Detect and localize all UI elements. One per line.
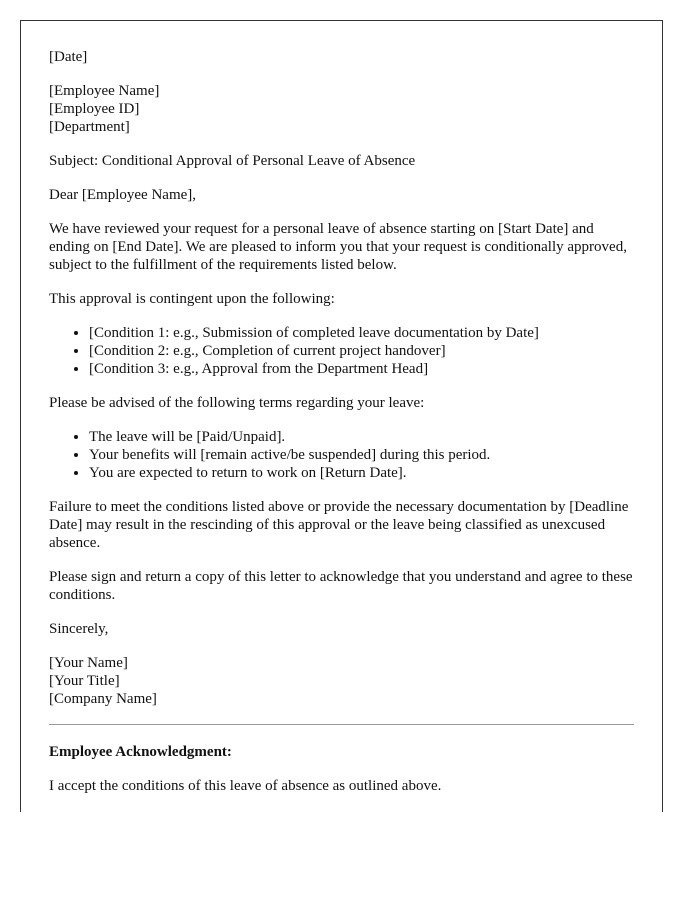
company-name: [Company Name] xyxy=(49,691,157,707)
terms-list xyxy=(49,428,634,482)
employee-name: [Employee Name] xyxy=(49,83,160,99)
employee-id: [Employee ID] xyxy=(49,101,140,117)
conditions-list xyxy=(49,324,634,378)
closing: Sincerely, xyxy=(49,621,109,637)
date: [Date] xyxy=(49,49,88,65)
terms-intro: Please be advised of the following terms regarding your leave: xyxy=(49,395,425,411)
list-item: • [Condition 3: e.g., Approval from the Department Head] xyxy=(89,360,634,378)
failure-paragraph: Failure to meet the conditions listed above or provide the necessary documentation by [Deadline Date] may result in the rescinding of this approval or the leave being classified as unexcused absence. xyxy=(49,499,629,551)
conditions-intro: This approval is contingent upon the following: xyxy=(49,291,335,307)
signer-title: [Your Title] xyxy=(49,673,120,689)
recipient-block xyxy=(49,82,634,136)
signer-name: [Your Name] xyxy=(49,655,128,671)
subject: Subject: Conditional Approval of Personal Leave of Absence xyxy=(49,153,416,169)
list-item: • The leave will be [Paid/Unpaid]. xyxy=(89,428,634,446)
sign-request: Please sign and return a copy of this letter to acknowledge that you understand and agree to these conditions. xyxy=(49,569,633,603)
signer-block xyxy=(49,654,634,708)
department: [Department] xyxy=(49,119,130,135)
list-item: • [Condition 1: e.g., Submission of completed leave documentation by Date] xyxy=(89,324,634,342)
salutation: Dear [Employee Name], xyxy=(49,187,197,203)
letter-page xyxy=(20,20,663,812)
list-item: • [Condition 2: e.g., Completion of current project handover] xyxy=(89,342,634,360)
intro-paragraph: We have reviewed your request for a personal leave of absence starting on [Start Date] and ending on [End Date]. We are pleased to inform you that your request is conditionally approved, subject to the fulfillment of the requirements listed below. xyxy=(49,221,627,273)
list-item: • Your benefits will [remain active/be suspended] during this period. xyxy=(89,446,634,464)
ack-text: I accept the conditions of this leave of absence as outlined above. xyxy=(49,778,442,794)
ack-heading: Employee Acknowledgment: xyxy=(49,744,232,760)
divider xyxy=(49,724,634,725)
list-item: • You are expected to return to work on [Return Date]. xyxy=(89,464,634,482)
